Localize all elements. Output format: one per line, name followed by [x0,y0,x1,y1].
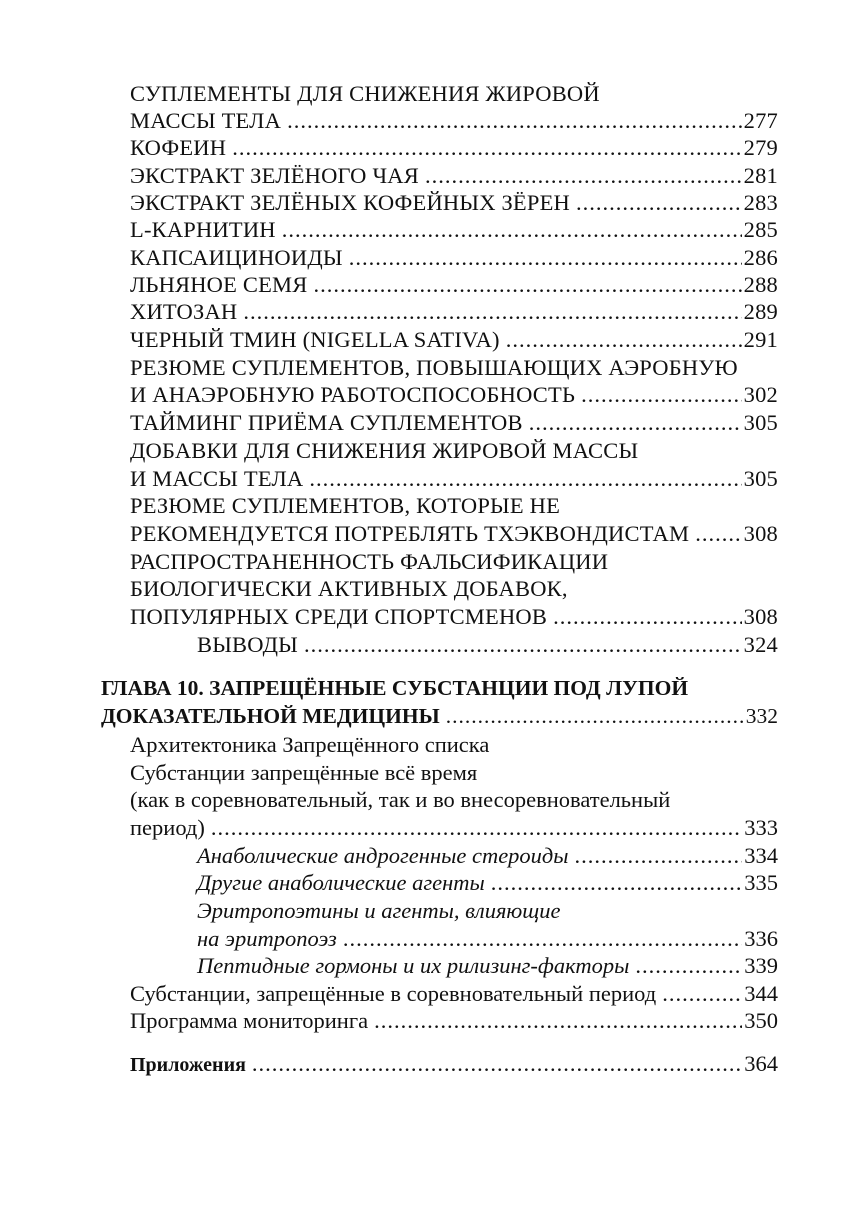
toc-page-number: 286 [743,245,778,270]
toc-entry-not-recommended-line1 [130,492,778,519]
leader-dots [662,980,742,1007]
toc-entry-always-banned-line2 [130,786,778,813]
leader-dots [491,869,742,896]
toc-entry-aerobic-summary[interactable] [130,381,778,408]
toc-page-number: 324 [743,632,778,657]
toc-page-number: 288 [743,272,778,297]
toc-page-number: 277 [743,108,778,133]
toc-entry-aerobic-summary-line1 [130,354,778,381]
toc-entry-not-recommended[interactable] [130,520,778,547]
toc-page-number: 364 [744,1051,778,1076]
toc-entry-text: ЧЕРНЫЙ ТМИН (NIGELLA SATIVA) [130,327,500,352]
leader-dots [304,631,742,658]
toc-entry-text: на эритропоэз [197,926,337,951]
leader-dots [553,603,742,630]
toc-entry-text: период) [130,815,205,840]
toc-entry-text: Анаболические андрогенные стероиды [197,843,569,868]
toc-entry-black-cumin[interactable] [130,326,778,353]
toc-entry-text: Пептидные гормоны и их рилизинг-факторы [197,953,630,978]
toc-entry-text: КОФЕИН [130,135,227,160]
toc-entry-appendices[interactable] [130,1050,778,1077]
toc-entry-flaxseed[interactable] [130,271,778,298]
toc-page-number: 302 [743,382,778,407]
toc-entry-text: РЕЗЮМЕ СУПЛЕМЕНТОВ, ПОВЫШАЮЩИХ АЭРОБНУЮ [130,355,738,380]
toc-entry-steroids[interactable] [197,842,778,869]
toc-entry-text: РЕКОМЕНДУЕТСЯ ПОТРЕБЛЯТЬ ТХЭКВОНДИСТАМ [130,521,690,546]
toc-entry-l-carnitine[interactable] [130,216,778,243]
toc-entry-falsification-line2 [130,575,778,602]
toc-entry-text: МАССЫ ТЕЛА [130,108,282,133]
toc-entry-text: ДОБАВКИ ДЛЯ СНИЖЕНИЯ ЖИРОВОЙ МАССЫ [130,438,639,463]
leader-dots [243,298,741,325]
toc-entry-peptide-hormones[interactable] [197,952,778,979]
toc-page-number: 308 [743,604,778,629]
toc-page-number: 335 [744,870,778,895]
toc-page-number: 291 [743,327,778,352]
toc-entry-text: ВЫВОДЫ [197,632,298,657]
toc-entry-text: Архитектоника Запрещённого списка [130,732,490,757]
toc-page-number: 308 [743,521,778,546]
leader-dots [446,703,744,730]
toc-page-number: 336 [744,926,778,951]
toc-page-number: 333 [744,815,778,840]
leader-dots [506,326,742,353]
leader-dots [232,134,741,161]
toc-entry-fat-supplements[interactable] [130,107,778,134]
toc-entry-text: L-КАРНИТИН [130,217,276,242]
toc-page-number: 350 [744,1008,778,1033]
toc-entry-text: ПОПУЛЯРНЫХ СРЕДИ СПОРТСМЕНОВ [130,604,548,629]
toc-entry-fat-additives-line1 [130,437,778,464]
leader-dots [695,520,741,547]
toc-entry-text: БИОЛОГИЧЕСКИ АКТИВНЫХ ДОБАВОК, [130,576,568,601]
toc-entry-architectonics[interactable] [130,731,778,758]
toc-entry-text: РЕЗЮМЕ СУПЛЕМЕНТОВ, КОТОРЫЕ НЕ [130,493,561,518]
leader-dots [309,465,741,492]
toc-page-number: 332 [745,704,778,728]
toc-chapter-title: ДОКАЗАТЕЛЬНОЙ МЕДИЦИНЫ [101,704,440,728]
toc-entry-green-tea[interactable] [130,162,778,189]
toc-entry-erythropoietins-line1 [197,897,778,924]
toc-page-number: 283 [743,190,778,215]
toc-entry-text: ЭКСТРАКТ ЗЕЛЁНОГО ЧАЯ [130,163,419,188]
toc-page-number: 279 [743,135,778,160]
toc-entry-text: ТАЙМИНГ ПРИЁМА СУПЛЕМЕНТОВ [130,410,523,435]
toc-entry-text: ЭКСТРАКТ ЗЕЛЁНЫХ КОФЕЙНЫХ ЗЁРЕН [130,190,570,215]
toc-entry-erythropoietins[interactable] [197,925,778,952]
toc-entry-text: ХИТОЗАН [130,299,238,324]
toc-entry-anabolic-agents[interactable] [197,869,778,896]
toc-entry-text: РАСПРОСТРАНЕННОСТЬ ФАЛЬСИФИКАЦИИ [130,549,609,574]
toc-entry-text: ЛЬНЯНОЕ СЕМЯ [130,272,308,297]
toc-page-number: 281 [743,163,778,188]
toc-page-number: 339 [744,953,778,978]
toc-entry-green-coffee[interactable] [130,189,778,216]
toc-entry-capsaicinoids[interactable] [130,244,778,271]
leader-dots [635,952,742,979]
toc-entry-text: (как в соревновательный, так и во внесоревновательный [130,787,671,812]
toc-page-number: 289 [743,299,778,324]
toc-page-number: 344 [744,981,778,1006]
leader-dots [425,162,742,189]
toc-entry-fat-additives[interactable] [130,465,778,492]
leader-dots [252,1050,742,1077]
leader-dots [581,381,742,408]
toc-entry-always-banned-line1 [130,759,778,786]
toc-entry-text: И МАССЫ ТЕЛА [130,466,304,491]
toc-chapter-10-line1 [101,675,778,702]
leader-dots [349,244,742,271]
toc-page-number: 285 [743,217,778,242]
toc-entry-text: Программа мониторинга [130,1008,369,1033]
leader-dots [575,842,743,869]
toc-entry-text: Субстанции, запрещённые в соревновательный период [130,981,657,1006]
toc-chapter-10[interactable] [101,703,778,730]
leader-dots [529,409,742,436]
toc-entry-caffeine[interactable] [130,134,778,161]
toc-entry-falsification-line1 [130,548,778,575]
toc-entry-text: И АНАЭРОБНУЮ РАБОТОСПОСОБНОСТЬ [130,382,576,407]
toc-entry-timing[interactable] [130,409,778,436]
toc-page-number: 305 [743,466,778,491]
toc-entry-text: СУПЛЕМЕНТЫ ДЛЯ СНИЖЕНИЯ ЖИРОВОЙ [130,81,600,106]
toc-entry-text: Эритропоэтины и агенты, влияющие [197,898,561,923]
leader-dots [313,271,741,298]
toc-entry-chitosan[interactable] [130,298,778,325]
toc-entry-text: Другие анаболические агенты [197,870,485,895]
toc-entry-monitoring[interactable] [130,1007,778,1034]
toc-chapter-title: ГЛАВА 10. ЗАПРЕЩЁННЫЕ СУБСТАНЦИИ ПОД ЛУПОЙ [101,676,689,700]
toc-entry-conclusions[interactable] [197,631,778,658]
toc-page-number: 305 [743,410,778,435]
toc-entry-text: КАПСАИЦИНОИДЫ [130,245,343,270]
toc-entry-always-banned[interactable] [130,814,778,841]
leader-dots [343,925,742,952]
leader-dots [374,1007,742,1034]
leader-dots [287,107,742,134]
toc-page-number: 334 [744,843,778,868]
leader-dots [576,189,742,216]
leader-dots [282,216,742,243]
toc-entry-text: Приложения [130,1054,246,1076]
leader-dots [211,814,742,841]
toc-entry-competition-banned[interactable] [130,980,778,1007]
toc-entry-fat-supplements-line1 [130,80,778,107]
toc-entry-falsification[interactable] [130,603,778,630]
toc-entry-text: Субстанции запрещённые всё время [130,760,478,785]
